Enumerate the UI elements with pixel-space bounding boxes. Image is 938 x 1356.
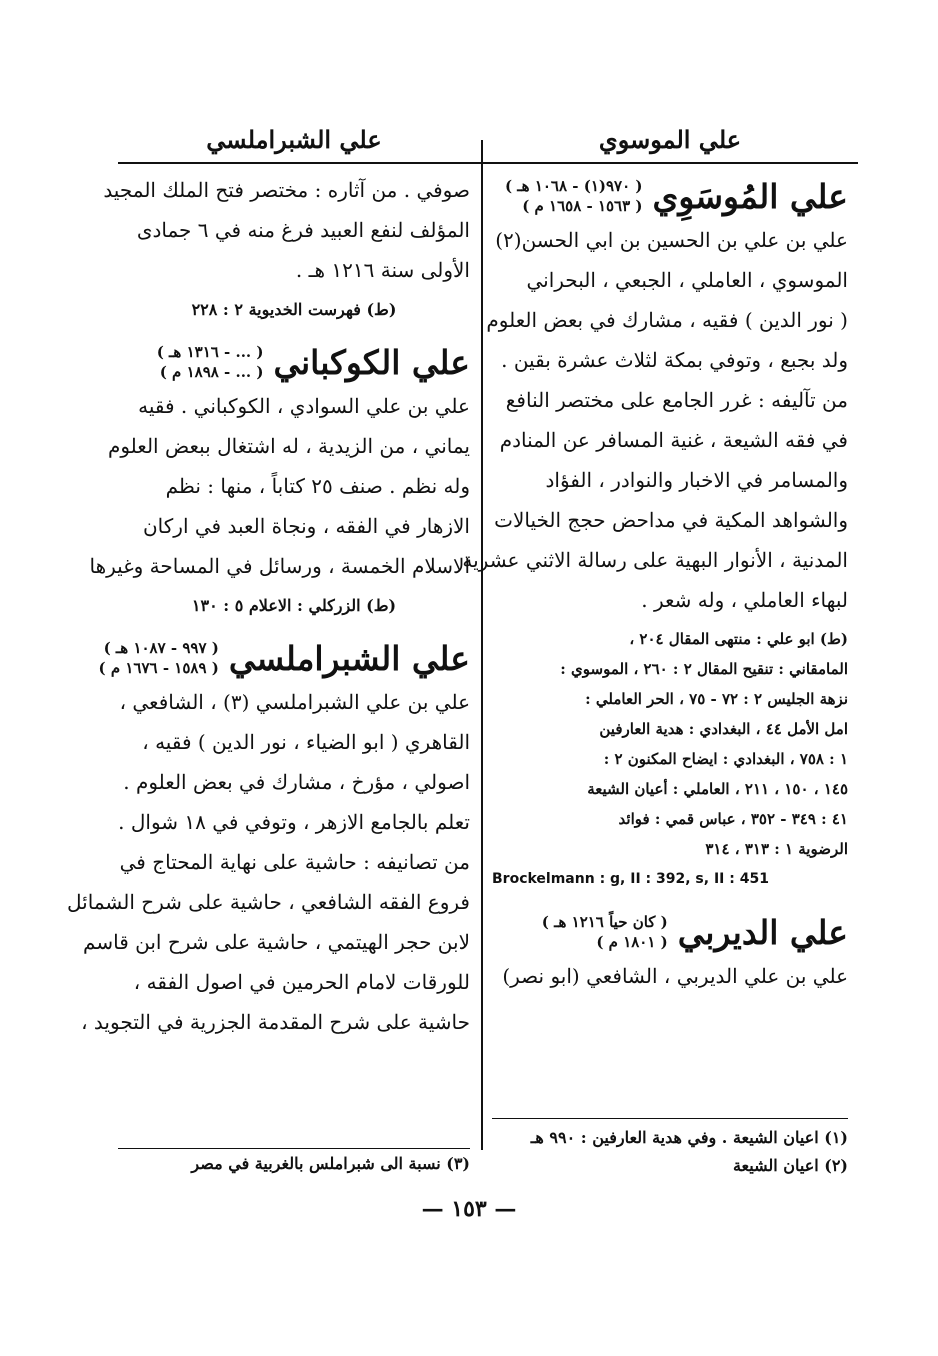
entry-body-musawi — [462, 220, 848, 620]
dates-hijri: ( ٩٧٠(١) - ١٠٦٨ هـ ) — [504, 177, 643, 195]
body-line: المدنية ، الأنوار البهية على رسالة الاثني عشرية — [462, 548, 848, 572]
entry-head-kawkabani — [118, 342, 470, 382]
entry-body-kawkabani — [89, 386, 470, 626]
body-line: من تآليفه : غرر الجامع على مختصر النافع — [505, 388, 848, 412]
reference-line: الرضوية ١ : ٣١٣ ، ٣١٤ — [705, 840, 848, 858]
entry-dates-dirbi — [542, 912, 668, 952]
entry-head-shabramallisi — [98, 638, 470, 678]
body-line: اصولي ، مؤرخ ، مشارك في بعض العلوم . — [123, 770, 470, 794]
body-line: الأولى سنة ١٢١٦ هـ . — [295, 258, 470, 282]
body-line: من تصانيفه : حاشية على نهاية المحتاج في — [119, 850, 470, 874]
source-reference: (ط) الزركلي : الاعلام ٥ : ١٣٠ — [191, 596, 397, 615]
reference-line: ٤١ : ٣٤٩ - ٣٥٢ ، عباس قمي : فوائد — [618, 810, 848, 828]
body-line: القاهري ( ابو الضياء ، نور الدين ) فقيه ، — [142, 730, 470, 754]
reference-line: المامقاني : تنقيح المقال ٢ : ٢٦٠ ، الموسوي : — [560, 660, 848, 678]
running-header-right: علي الموسوي — [598, 125, 742, 154]
footnote-rule-right — [492, 1118, 848, 1119]
body-line: لابن حجر الهيتمي ، حاشية على شرح ابن قاسم — [83, 930, 470, 954]
footnote-3: (٣) نسبة الى شبراملس بالغربية في مصر — [191, 1154, 470, 1173]
references-musawi — [492, 624, 848, 894]
entry-name-kawkabani: علي الكوكباني — [273, 342, 470, 382]
reference-line: (ط) ابو علي : منتهى المقال ٢٠٤ ، — [629, 630, 848, 648]
body-line: الاسلام الخمسة ، ورسائل في المساحة وغيرها — [89, 554, 470, 578]
entry-name-musawi: علي المُوسَوِي — [652, 176, 848, 216]
body-line: ولد بجبع ، وتوفي بمكة لثلاث عشرة بقين . — [501, 348, 848, 372]
continued-entry — [103, 170, 470, 330]
body-line: والمسامر في الاخبار والنوادر ، الفؤاد — [545, 468, 848, 492]
body-line: والشواهد المكية في مداحض حجج الخيالات — [494, 508, 848, 532]
page-number: — ١٥٣ — — [421, 1196, 517, 1222]
body-line: ( نور الدين ) فقيه ، مشارك في بعض العلوم — [486, 308, 848, 332]
body-line: علي بن علي الشبراملسي (٣) ، الشافعي ، — [119, 690, 470, 714]
dates-gregorian: ( ١٥٨٩ - ١٦٧٦ م ) — [98, 659, 219, 677]
body-line: تعلم بالجامع الازهر ، وتوفي في ١٨ شوال . — [118, 810, 470, 834]
footnote-rule-left — [118, 1148, 470, 1149]
body-line: لبهاء العاملي ، وله شعر . — [641, 588, 848, 612]
body-line: المؤلف لنفع العبيد فرغ منه في ٦ جمادى — [136, 218, 470, 242]
body-line: وله نظم . صنف ٢٥ كتاباً ، منها : نظم — [165, 474, 470, 498]
column-divider — [481, 140, 483, 1150]
reference-line: نزهة الجليس ٢ : ٧٢ - ٧٥ ، الحر العاملي : — [585, 690, 848, 708]
entry-dates-kawkabani — [157, 342, 264, 382]
footnote-2: (٢) اعيان الشيعة — [732, 1156, 848, 1175]
source-reference: (ط) فهرست الخديوية ٢ : ٢٢٨ — [191, 300, 397, 319]
left-column — [67, 118, 470, 1042]
body-line: يماني ، من الزيدية ، له اشتغال ببعض العلوم — [107, 434, 470, 458]
body-line: علي بن علي السوادي ، الكوكباني . فقيه — [138, 394, 470, 418]
dates-gregorian: ( ١٨٠١ م ) — [596, 933, 668, 951]
entry-body-shabramallisi — [67, 682, 470, 1042]
dates-gregorian: ( ١٥٦٣ - ١٦٥٨ م ) — [522, 197, 643, 215]
entry-dates-musawi — [505, 176, 643, 216]
entry-head-musawi — [492, 176, 848, 216]
dates-hijri: ( كان حياً ١٢١٦ هـ ) — [541, 913, 668, 931]
body-line: صوفي . من آثاره : مختصر فتح الملك المجيد — [103, 178, 470, 202]
entry-head-dirbi — [492, 912, 848, 952]
body-line: الموسوي ، العاملي ، الجبعي ، البحراني — [526, 268, 848, 292]
reference-line: ١ : ٧٥٨ ، البغدادي : ايضاح المكنون ٢ : — [603, 750, 848, 768]
entry-dates-shabramallisi — [99, 638, 219, 678]
body-line: للورقات لامام الحرمين في اصول الفقه ، — [133, 970, 470, 994]
right-column — [462, 118, 848, 996]
body-line: فروع الفقه الشافعي ، حاشية على شرح الشمائل — [67, 890, 470, 914]
reference-line: امل الأمل ٤٤ ، البغدادي : هدية العارفين — [599, 720, 848, 738]
body-line: علي بن علي الديربي ، الشافعي (ابو نصر) — [502, 964, 848, 988]
dates-hijri: ( ... - ١٣١٦ هـ ) — [156, 343, 264, 361]
footnote-1: (١) اعيان الشيعة . وفي هدية العارفين : ٩٩٠ هـ — [530, 1128, 848, 1147]
footnotes-right — [492, 1124, 848, 1180]
running-header-left: علي الشبراملسي — [206, 125, 382, 154]
dates-gregorian: ( ... - ١٨٩٨ م ) — [159, 363, 264, 381]
entry-name-shabramallisi: علي الشبراملسي — [228, 638, 470, 678]
body-line: حاشية على شرح المقدمة الجزرية في التجويد ، — [81, 1010, 470, 1034]
body-line: الازهار في الفقه ، ونجاة العبد في اركان — [142, 514, 470, 538]
brockelmann-reference: Brockelmann : g, II : 392, s, II : 451 — [492, 871, 769, 887]
entry-name-dirbi: علي الديربي — [677, 912, 848, 952]
reference-line: ١٤٥ ، ١٥٠ ، ٢١١ ، العاملي : أعيان الشيعة — [587, 780, 848, 798]
body-line: علي بن علي بن الحسين بن ابي الحسن(٢) — [495, 228, 848, 252]
body-line: في فقه الشيعة ، غنية المسافر عن المنادم — [499, 428, 848, 452]
dates-hijri: ( ٩٩٧ - ١٠٨٧ هـ ) — [103, 639, 219, 657]
